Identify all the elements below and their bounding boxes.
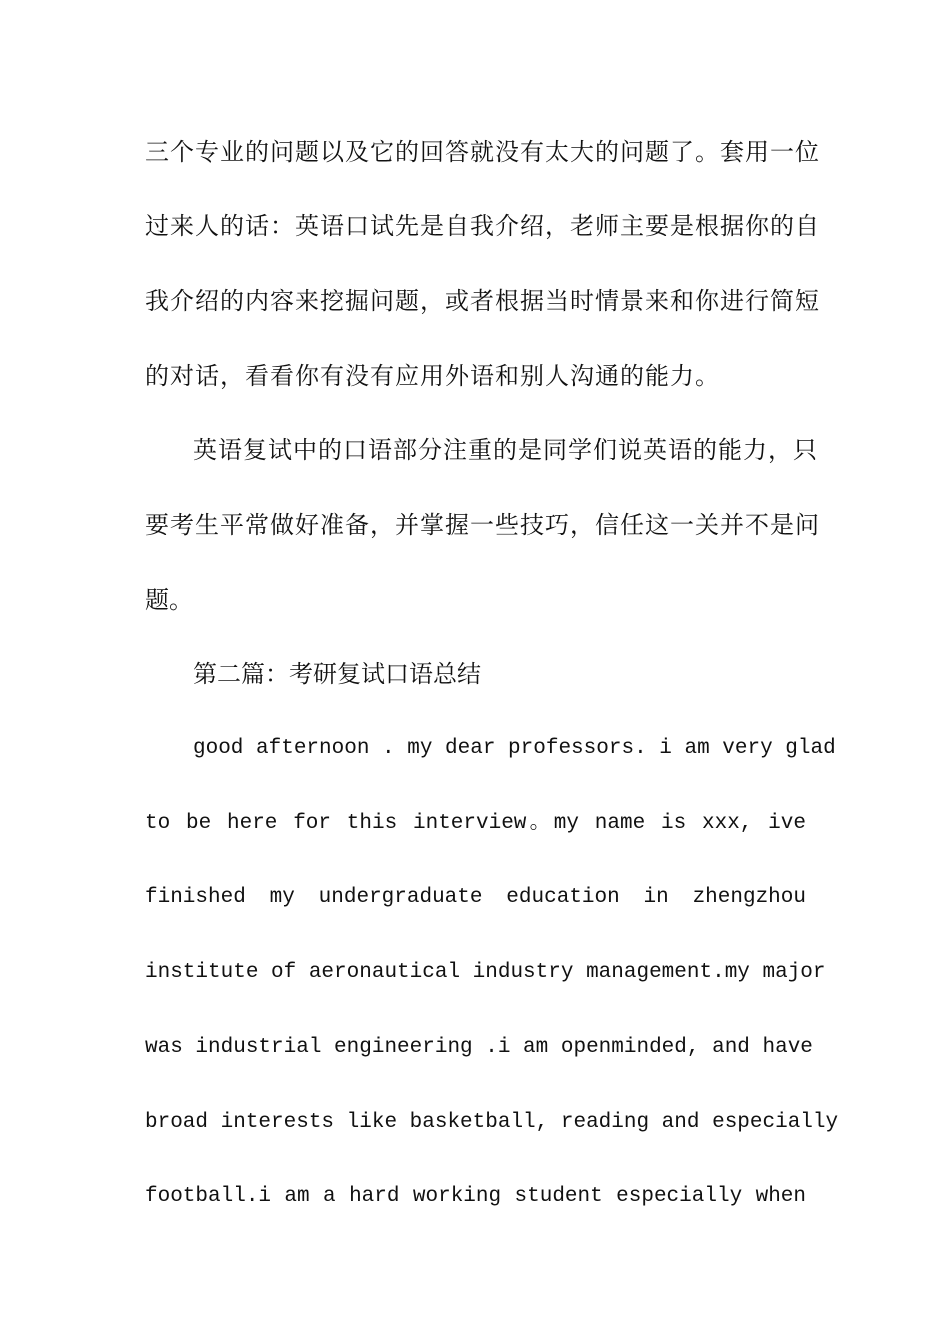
text-line: to be here for this interview。my name is xxx, ive [145, 812, 806, 835]
text-line: football.i am a hard working student especially when [145, 1185, 806, 1208]
text-line: 我介绍的内容来挖掘问题，或者根据当时情景来和你进行简短 [145, 287, 820, 315]
text-line: finished my undergraduate education in zhengzhou [145, 886, 806, 909]
text-line: 英语复试中的口语部分注重的是同学们说英语的能力，只 [193, 436, 818, 464]
text-line: 要考生平常做好准备，并掌握一些技巧，信任这一关并不是问 [145, 511, 820, 539]
text-line: good afternoon . my dear professors. i am very glad [193, 737, 836, 760]
text-line: 的对话，看看你有没有应用外语和别人沟通的能力。 [145, 362, 720, 390]
text-line: 三个专业的问题以及它的回答就没有太大的问题了。套用一位 [145, 138, 820, 166]
text-line: was industrial engineering .i am openminded, and have [145, 1036, 813, 1059]
text-line: 过来人的话：英语口试先是自我介绍，老师主要是根据你的自 [145, 212, 820, 240]
text-line: broad interests like basketball, reading and especially [145, 1111, 839, 1134]
text-line: institute of aeronautical industry management.my major [145, 961, 826, 984]
section-heading: 第二篇：考研复试口语总结 [193, 660, 481, 688]
text-line: 题。 [145, 586, 193, 614]
